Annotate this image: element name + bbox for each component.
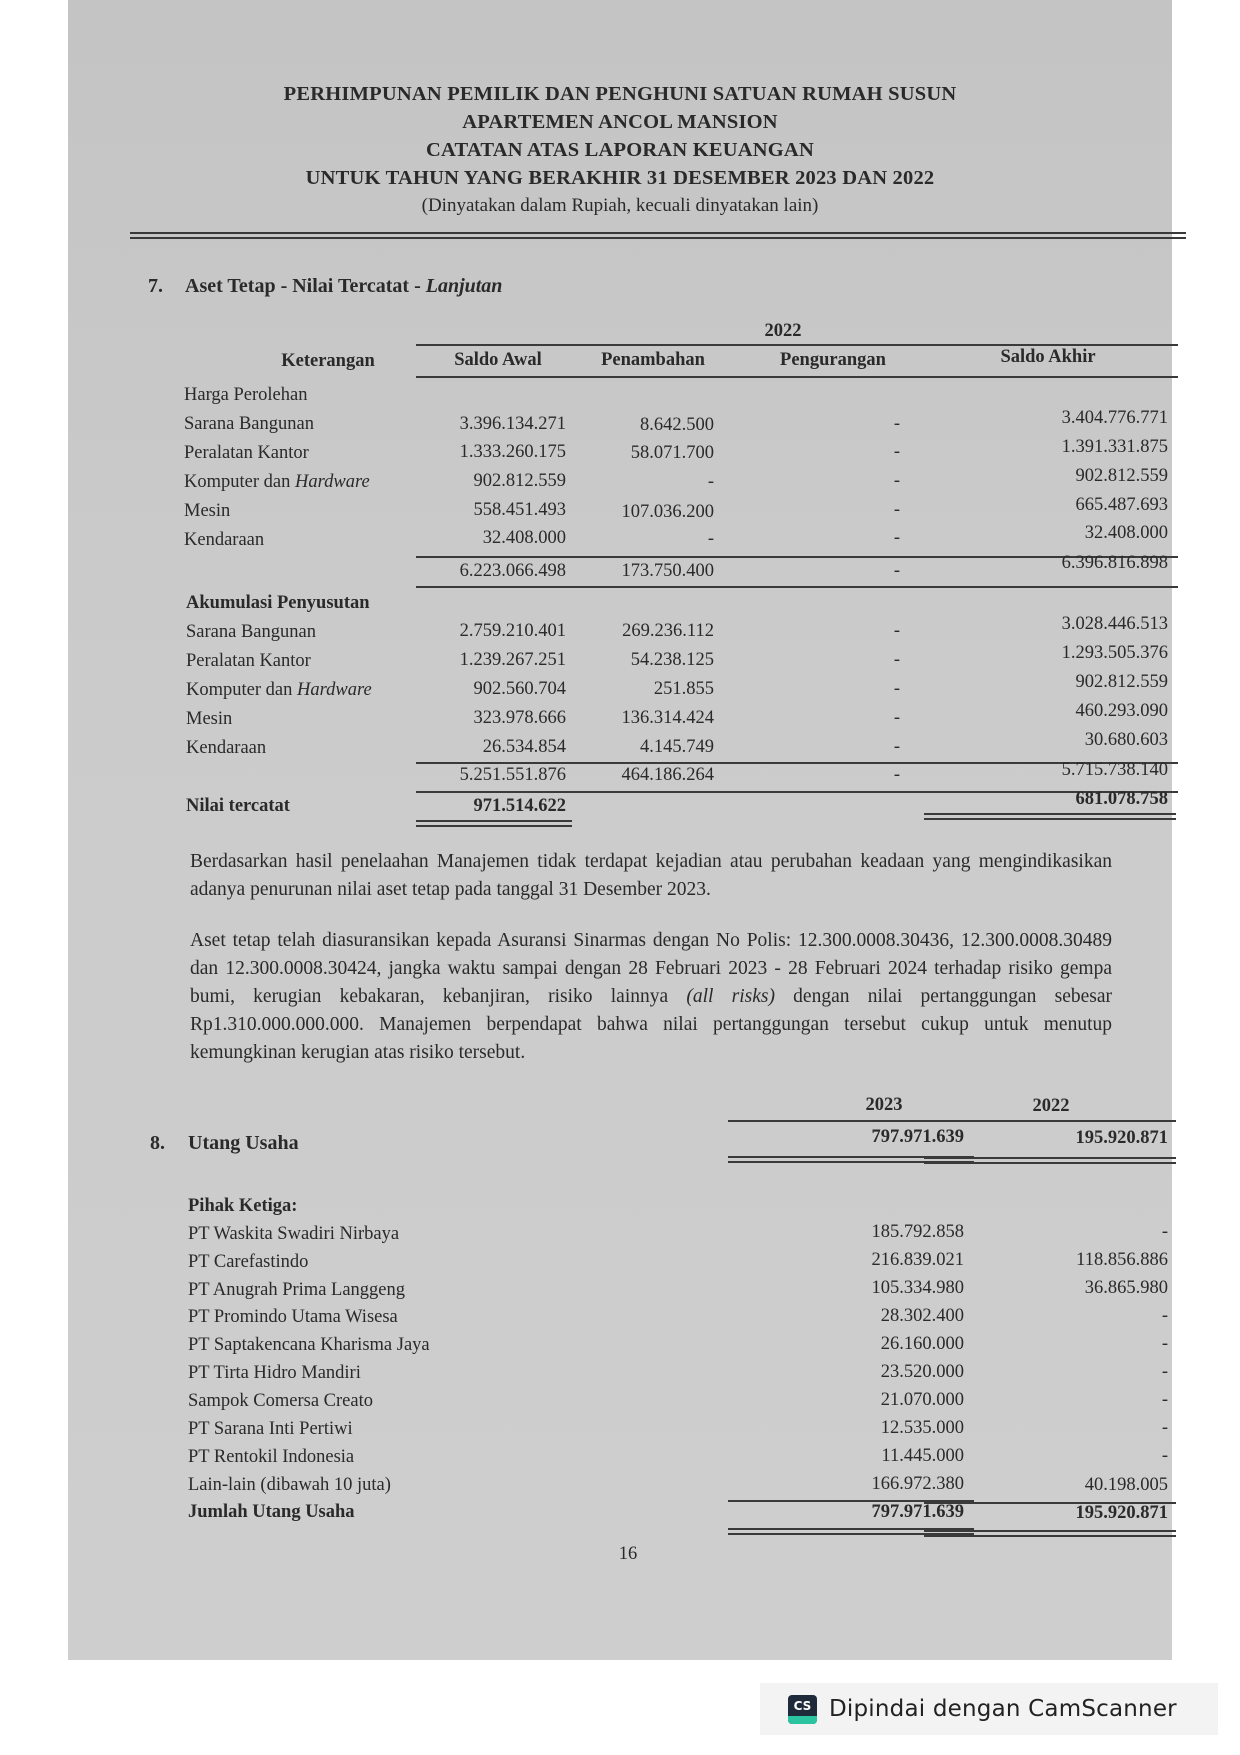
nilai-tercatat-double-rule: [416, 820, 572, 827]
cell-saldo-awal: 558.451.493: [473, 500, 566, 520]
table-header-top-rule: [416, 344, 1178, 346]
cell-saldo-akhir: 30.680.603: [1084, 730, 1168, 750]
vendor-name: PT Promindo Utama Wisesa: [188, 1307, 398, 1327]
section-7-title-italic: Lanjutan: [425, 275, 503, 297]
total-2023: 797.971.639: [871, 1127, 964, 1147]
row-label: Mesin: [184, 501, 231, 521]
cell-pengurangan: -: [893, 679, 900, 699]
total-saldo-awal: 6.223.066.498: [459, 561, 566, 581]
table-header-bottom-rule: [416, 376, 1178, 378]
header-line-1: PERHIMPUNAN PEMILIK DAN PENGHUNI SATUAN RUMAH SUSUN: [283, 83, 957, 105]
insurance-paragraph: Aset tetap telah diasuransikan kepada Asuransi Sinarmas dengan No Polis: 12.300.0008.30436, 12.300.0008.30489 dan 12.300.0008.30424, jangka waktu sampai dengan 28 Februari 2023 - 28 Februari 2024 terhadap risiko gempa bumi, kerugian kebakaran, kebanjiran, risiko lainnya (all risks) dengan nilai pertanggungan sebesar Rp1.310.000.000.000. Manajemen berpendapat bahwa nilai pertanggungan tersebut cukup untuk menutup kemungkinan kerugian atas risiko tersebut.: [190, 930, 1113, 1063]
header-divider: [130, 232, 1186, 239]
vendor-name: Sampok Comersa Creato: [188, 1391, 373, 1411]
col-saldo-akhir: Saldo Akhir: [1000, 347, 1096, 367]
cell-saldo-awal: 32.408.000: [482, 528, 566, 548]
header-subtitle: (Dinyatakan dalam Rupiah, kecuali dinyatakan lain): [421, 195, 819, 216]
harga-perolehan-label: Harga Perolehan: [184, 385, 308, 405]
total-double-rule-2022: [924, 1157, 1176, 1164]
cell-penambahan: 58.071.700: [630, 443, 714, 463]
cell-saldo-akhir: 3.404.776.771: [1061, 408, 1168, 428]
vendor-name: Lain-lain (dibawah 10 juta): [188, 1475, 391, 1495]
value-2022: 36.865.980: [1084, 1278, 1168, 1298]
cell-saldo-akhir: 665.487.693: [1075, 495, 1168, 515]
total-pengurangan: -: [893, 561, 900, 581]
row-label: Mesin: [186, 709, 233, 729]
table-year-header: 2022: [764, 321, 802, 341]
nilai-tercatat-saldo-akhir: 681.078.758: [1075, 789, 1168, 809]
jumlah-2022: 195.920.871: [1075, 1503, 1168, 1523]
row-label: Kendaraan: [184, 530, 265, 550]
akumulasi-penyusutan-label: Akumulasi Penyusutan: [186, 593, 370, 613]
value-2022: -: [1161, 1334, 1168, 1354]
cell-penambahan: 54.238.125: [630, 650, 714, 670]
cell-pengurangan: -: [893, 414, 900, 434]
jumlah-double-rule-2022: [924, 1530, 1176, 1537]
cell-penambahan: 4.145.749: [640, 737, 714, 757]
vendor-name: PT Rentokil Indonesia: [188, 1447, 355, 1467]
watermark-text: Dipindai dengan CamScanner: [829, 1696, 1177, 1722]
vendor-name: PT Tirta Hidro Mandiri: [188, 1363, 361, 1383]
jumlah-2023: 797.971.639: [871, 1502, 964, 1522]
header-line-3: CATATAN ATAS LAPORAN KEUANGAN: [426, 139, 814, 161]
camscanner-logo-icon: CS: [788, 1695, 817, 1724]
value-2023: 12.535.000: [880, 1418, 964, 1438]
row-label: Sarana Bangunan: [186, 622, 316, 642]
cell-saldo-akhir: 3.028.446.513: [1061, 614, 1168, 634]
cell-saldo-awal: 2.759.210.401: [459, 621, 566, 641]
cell-penambahan: 269.236.112: [622, 621, 714, 641]
total-saldo-akhir: 6.396.816.898: [1061, 553, 1168, 573]
total-saldo-awal: 5.251.551.876: [459, 765, 566, 785]
cell-penambahan: 8.642.500: [640, 415, 714, 435]
year-rule-2022: [924, 1120, 1176, 1122]
cell-saldo-akhir: 1.391.331.875: [1061, 437, 1168, 457]
value-2023: 21.070.000: [880, 1390, 964, 1410]
cell-penambahan: 136.314.424: [621, 708, 714, 728]
section-7-title-text: Aset Tetap - Nilai Tercatat -: [185, 275, 426, 297]
cell-saldo-akhir: 902.812.559: [1075, 672, 1168, 692]
cell-penambahan: 107.036.200: [621, 502, 714, 522]
section-8-title: Utang Usaha: [188, 1132, 299, 1154]
cell-pengurangan: -: [893, 528, 900, 548]
row-label: Peralatan Kantor: [184, 443, 309, 463]
row-label: Sarana Bangunan: [184, 414, 314, 434]
header-line-4: UNTUK TAHUN YANG BERAKHIR 31 DESEMBER 2023 DAN 2022: [305, 167, 935, 189]
pihak-ketiga-label: Pihak Ketiga:: [188, 1196, 298, 1216]
vendor-name: PT Waskita Swadiri Nirbaya: [188, 1224, 400, 1244]
value-2022: -: [1161, 1446, 1168, 1466]
total-2022: 195.920.871: [1075, 1128, 1168, 1148]
row-label: Komputer dan Hardware: [184, 472, 370, 492]
vendor-name: PT Saptakencana Kharisma Jaya: [188, 1335, 430, 1355]
impairment-paragraph: Berdasarkan hasil penelaahan Manajemen tidak terdapat kejadian atau perubahan keadaan yang mengindikasikan adanya penurunan nilai aset tetap pada tanggal 31 Desember 2023.: [190, 851, 1112, 900]
col-2023: 2023: [865, 1095, 903, 1115]
cell-penambahan: -: [707, 529, 714, 549]
value-2023: 28.302.400: [880, 1306, 964, 1326]
value-2023: 11.445.000: [881, 1446, 964, 1466]
document-header: [68, 80, 1172, 220]
cell-penambahan: -: [707, 472, 714, 492]
nilai-tercatat-double-rule: [924, 813, 1176, 820]
cell-pengurangan: -: [893, 500, 900, 520]
cell-pengurangan: -: [893, 708, 900, 728]
total-penambahan: 173.750.400: [621, 561, 714, 581]
value-2022: 118.856.886: [1076, 1250, 1168, 1270]
value-2023: 23.520.000: [880, 1362, 964, 1382]
cell-saldo-awal: 1.333.260.175: [459, 442, 566, 462]
cell-saldo-awal: 26.534.854: [482, 737, 566, 757]
cell-saldo-awal: 323.978.666: [473, 708, 566, 728]
col-keterangan: Keterangan: [281, 351, 375, 371]
value-2023: 216.839.021: [871, 1250, 964, 1270]
row-label: Kendaraan: [186, 738, 267, 758]
cell-pengurangan: -: [893, 471, 900, 491]
nilai-tercatat-label: Nilai tercatat: [186, 796, 290, 816]
cell-pengurangan: -: [893, 650, 900, 670]
value-2022: 40.198.005: [1084, 1475, 1168, 1495]
scanned-page: [68, 0, 1172, 1660]
value-2022: -: [1161, 1306, 1168, 1326]
cell-saldo-awal: 902.812.559: [473, 471, 566, 491]
cell-saldo-awal: 3.396.134.271: [459, 414, 566, 434]
cell-saldo-awal: 1.239.267.251: [459, 650, 566, 670]
value-2023: 166.972.380: [871, 1474, 964, 1494]
total-penambahan: 464.186.264: [621, 765, 714, 785]
cell-saldo-awal: 902.560.704: [473, 679, 566, 699]
value-2023: 105.334.980: [871, 1278, 964, 1298]
col-saldo-awal: Saldo Awal: [454, 350, 542, 370]
nilai-tercatat-saldo-awal: 971.514.622: [473, 796, 566, 816]
cell-penambahan: 251.855: [653, 679, 714, 699]
cell-saldo-akhir: 32.408.000: [1084, 523, 1168, 543]
cell-pengurangan: -: [893, 737, 900, 757]
value-2023: 185.792.858: [871, 1222, 964, 1242]
cell-saldo-akhir: 460.293.090: [1075, 701, 1168, 721]
row-label: Peralatan Kantor: [186, 651, 311, 671]
row-label: Komputer dan Hardware: [186, 680, 372, 700]
cell-pengurangan: -: [893, 621, 900, 641]
cell-saldo-akhir: 902.812.559: [1075, 466, 1168, 486]
value-2022: -: [1161, 1390, 1168, 1410]
section-8-number: 8.: [150, 1132, 165, 1154]
subtotal-bottom-rule: [416, 586, 1178, 588]
value-2022: -: [1161, 1222, 1168, 1242]
page-number: 16: [618, 1544, 638, 1564]
total-pengurangan: -: [893, 765, 900, 785]
camscanner-watermark: [760, 1683, 1218, 1735]
cell-saldo-akhir: 1.293.505.376: [1061, 643, 1168, 663]
vendor-name: PT Carefastindo: [188, 1252, 309, 1272]
value-2022: -: [1161, 1418, 1168, 1438]
value-2022: -: [1161, 1362, 1168, 1382]
value-2023: 26.160.000: [880, 1334, 964, 1354]
page-surface: [73, 8, 1172, 1660]
total-saldo-akhir: 5.715.738.140: [1061, 760, 1168, 780]
vendor-name: PT Anugrah Prima Langgeng: [188, 1280, 406, 1300]
section-7-number: 7.: [148, 275, 163, 297]
col-penambahan: Penambahan: [601, 350, 705, 370]
jumlah-label: Jumlah Utang Usaha: [188, 1502, 355, 1522]
header-line-2: APARTEMEN ANCOL MANSION: [462, 111, 778, 133]
col-pengurangan: Pengurangan: [780, 350, 886, 370]
col-2022: 2022: [1032, 1096, 1070, 1116]
vendor-name: PT Sarana Inti Pertiwi: [188, 1419, 353, 1439]
cell-pengurangan: -: [893, 442, 900, 462]
section-7-title: [185, 275, 502, 298]
